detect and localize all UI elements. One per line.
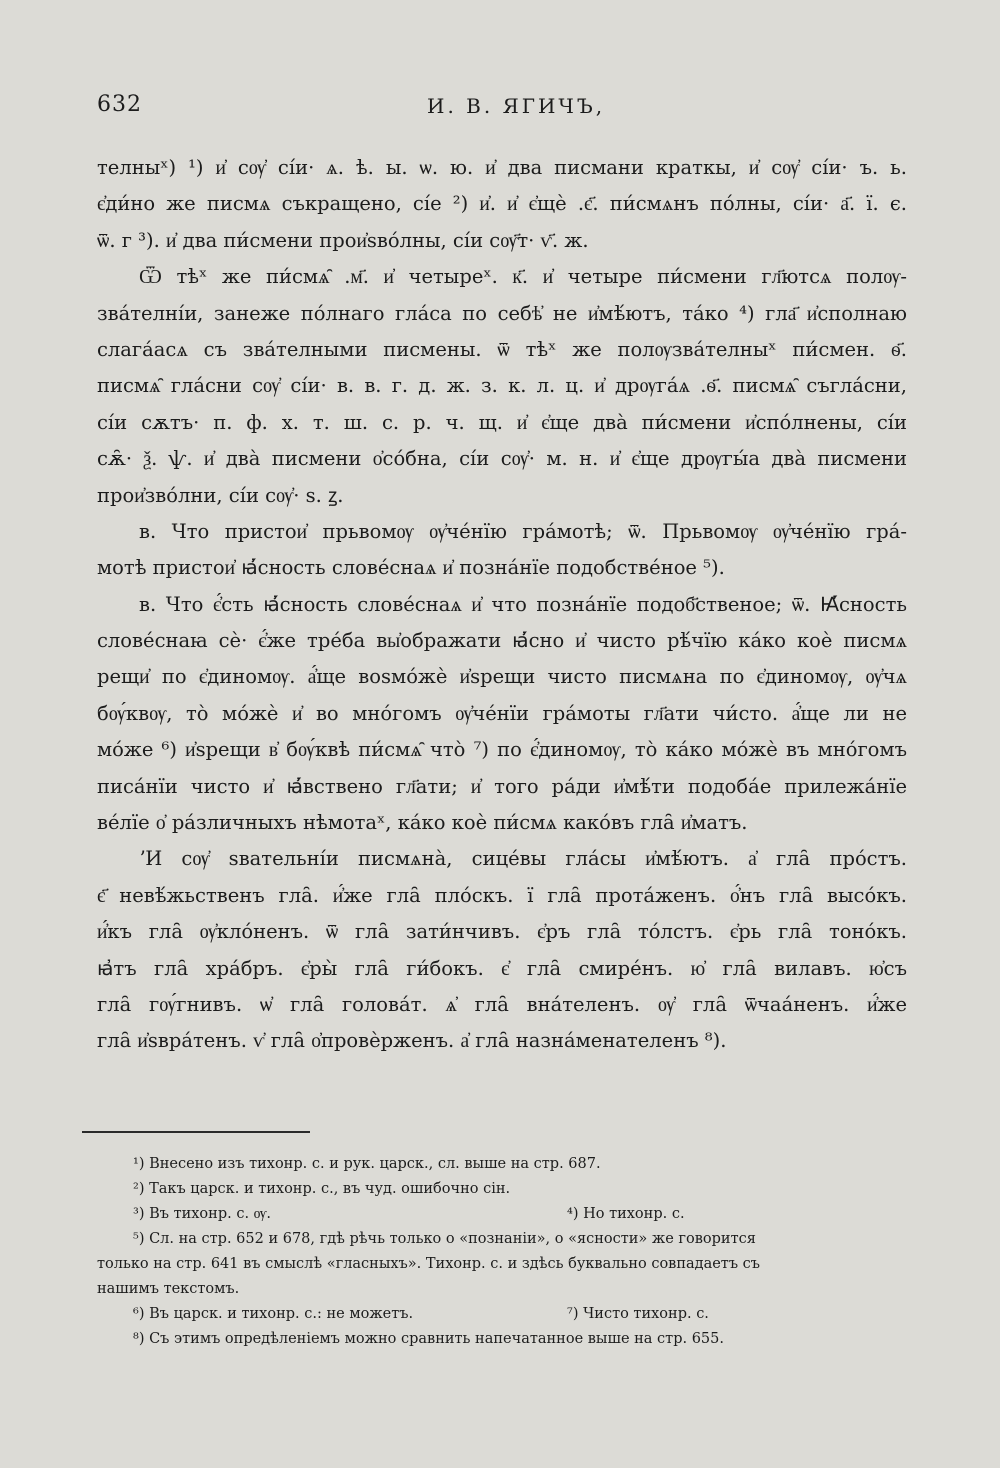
text-line: ве́лїе о҆ ра́зличныхъ нѣмотаˣ, ка́ко коѐ пи́смѧ како́въ гла̑ и҆матъ.	[97, 811, 748, 835]
footnote: ⁵) Сл. на стр. 652 и 678, гдѣ рѣчь только о «познаніи», о «ясности» же говорится	[133, 1231, 756, 1247]
text-line: ʼИ сѹ҆ ѕвательні́и писмѧна̀, сице́вы гла́сы и҆мѣ́ютъ. а҆ гла̑ про́стъ.	[139, 847, 907, 871]
text-line: сі́и сѫтъ· п. ф. х. т. ш. с. р. ч. щ. и҆ є҆ще два̀ пи́смени и҆спо́лнены, сі́и	[97, 410, 907, 434]
footnote: ³) Въ тихонр. с. ѹ.	[133, 1206, 272, 1222]
running-title: И. В. ЯГИЧЪ,	[427, 94, 606, 118]
text-line: Ѿ тѣˣ же пи́смѧ̑ .м҃. и҆ четыреˣ. к҃. и҆ четыре пи́смени гл҃ютсѧ полѹ-	[139, 265, 907, 289]
footnotes	[97, 1152, 897, 1352]
text-line: в. Что пристои҆ прьвомѹ ѹ҆че́нїю гра́мотѣ; ѿ. Прьвомѹ ѹ҆че́нїю гра́-	[139, 519, 907, 543]
footnote-row	[97, 1202, 897, 1227]
text-line: мотѣ пристои҆ ꙗ҆́сность слове́снаѧ и҆ позна́нїе подобстве́ное ⁵).	[97, 556, 725, 580]
footnote: ⁸) Съ этимъ опредѣленіемъ можно сравнить напечатанное выше на стр. 655.	[133, 1331, 724, 1347]
text-line: гла̑ и҆ѕвра́тенъ. ѵ҆ гла̑ о҆провѐрженъ. а҆ гла̑ назна́менателенъ ⁸).	[97, 1029, 727, 1053]
footnote-continuation: только на стр. 641 въ смыслѣ «гласныхъ». Тихонр. с. и здѣсь буквально совпадаетъ съ	[97, 1256, 761, 1272]
page-header	[97, 92, 897, 122]
text-line: слове́снаꙗ сѐ· є҆́же тре́ба вы҆ображати ꙗ҆́сно и҆ чисто рѣ́чїю ка́ко коѐ писмѧ	[97, 629, 907, 653]
text-line: прои҆зво́лни, сі́и сѹ҆· ѕ. ꙁ.	[97, 483, 344, 507]
footnote-continuation: нашимъ текстомъ.	[97, 1281, 240, 1297]
text-line: гла̑ гѹ́гнивъ. ѡ҆ гла̑ голова́т. ѧ҆ гла̑ вна́теленъ. ѹ҆ гла̑ ѿчаа́ненъ. и҆́же	[97, 992, 907, 1016]
text-line: є҃ невѣ́жьственъ гла̑. и҆́же гла̑ пло́скъ. ї гла̑ прота́женъ. о҆́нъ гла̑ высо́къ.	[97, 883, 907, 907]
text-line: телныˣ) ¹) и҆ сѹ҆ сі́и· ѧ. ѣ. ы. ѡ. ю. и҆ два писмани краткы, и҆ сѹ҆ сі́и· ъ. ь.	[97, 156, 907, 179]
footnote: ²) Такъ царск. и тихонр. с., въ чуд. ошибочно сін.	[133, 1181, 511, 1197]
text-line: ꙗ҆тъ гла̑ хра́бръ. є҆ры̀ гла̑ ги́бокъ. є҆ гла̑ смире́нъ. ю҆ гла̑ вилавъ. ю҆съ	[97, 956, 907, 980]
text-line: сѫ̑· ѯ. ѱ. и҆ два̀ писмени о҆со́бна, сі́и сѹ҆· м. н. и҆ є҆ще дрѹгы́а два̀ писмени	[97, 447, 907, 471]
footnote: ⁶) Въ царск. и тихонр. с.: не можетъ.	[133, 1306, 414, 1322]
footnote-divider	[82, 1131, 310, 1133]
text-line: рещи҆ по є҆диномѹ. а҆́ще воѕмо́жѐ и҆ѕрещи чисто писмѧна по є҆диномѹ, ѹ҆чѧ	[97, 665, 907, 689]
footnote: ⁴) Но тихонр. с.	[567, 1206, 685, 1222]
text-line: бѹ́квѹ, то̀ мо́жѐ и҆ во мно́гомъ ѹ҆че́нїи гра́моты гл҃ати чи́сто. а҆́ще ли не	[97, 701, 907, 725]
text-line: и҆́къ гла̑ ѹ҆кло́ненъ. ѿ гла̑ зати́нчивъ. є҆ръ гла̑ то́лстъ. є҆рь гла̑ тоно́къ.	[97, 920, 907, 944]
text-line: в. Что є҆́сть ꙗ҆́сность слове́снаѧ и҆ что позна́нїе подоб҃ственое; ѿ. Ꙗ҆́сность	[139, 592, 907, 616]
text-line: слага́асѧ съ зва́телными писмены. ѿ тѣˣ же полѹзва́телныˣ пи́смен. ѳ҃.	[97, 337, 907, 361]
footnote: ¹) Внесено изъ тихонр. с. и рук. царск., сл. выше на стр. 687.	[133, 1156, 601, 1172]
text-line: писа́нїи чисто и҆ ꙗ҆́вствено гл҃ати; и҆ того ра́ди и҆мѣ́ти подоба́е прилежа́нїе	[97, 774, 907, 798]
text-line: писмѧ̑ гла́сни сѹ҆ сі́и· в. в. г. д. ж. з. к. л. ц. и҆ дрѹга́ѧ .ѳ҃. писмѧ̑ съгла́сни,	[97, 374, 907, 398]
footnote-row	[97, 1302, 897, 1327]
body-text	[97, 150, 907, 1060]
text-line: ѿ. г ³). и҆ два пи́смени прои҆ѕво́лны, сі́и сѹ҃т· ѵ҃. ж.	[97, 228, 589, 252]
text-line: є҆ди́но же писмѧ съкращено, сі́е ²) и҆. и҆ є҆щѐ .є҃. пи́смѧнъ по́лны, сі́и· а҃. ї. є.	[97, 192, 907, 216]
page-number: 632	[97, 92, 142, 117]
text-line: мо́же ⁶) и҆ѕрещи в҆ бѹ́квѣ пи́смѧ̑ что̀ ⁷) по є҆́диномѹ, то̀ ка́ко мо́жѐ въ мно́гомъ	[97, 738, 907, 762]
footnote: ⁷) Чисто тихонр. с.	[567, 1306, 709, 1322]
text-line: зва́телні́и, занеже по́лнаго гла́са по себѣ҆ не и҆мѣ́ютъ, та́ко ⁴) гла҃ и҆сполнаю	[97, 301, 907, 325]
